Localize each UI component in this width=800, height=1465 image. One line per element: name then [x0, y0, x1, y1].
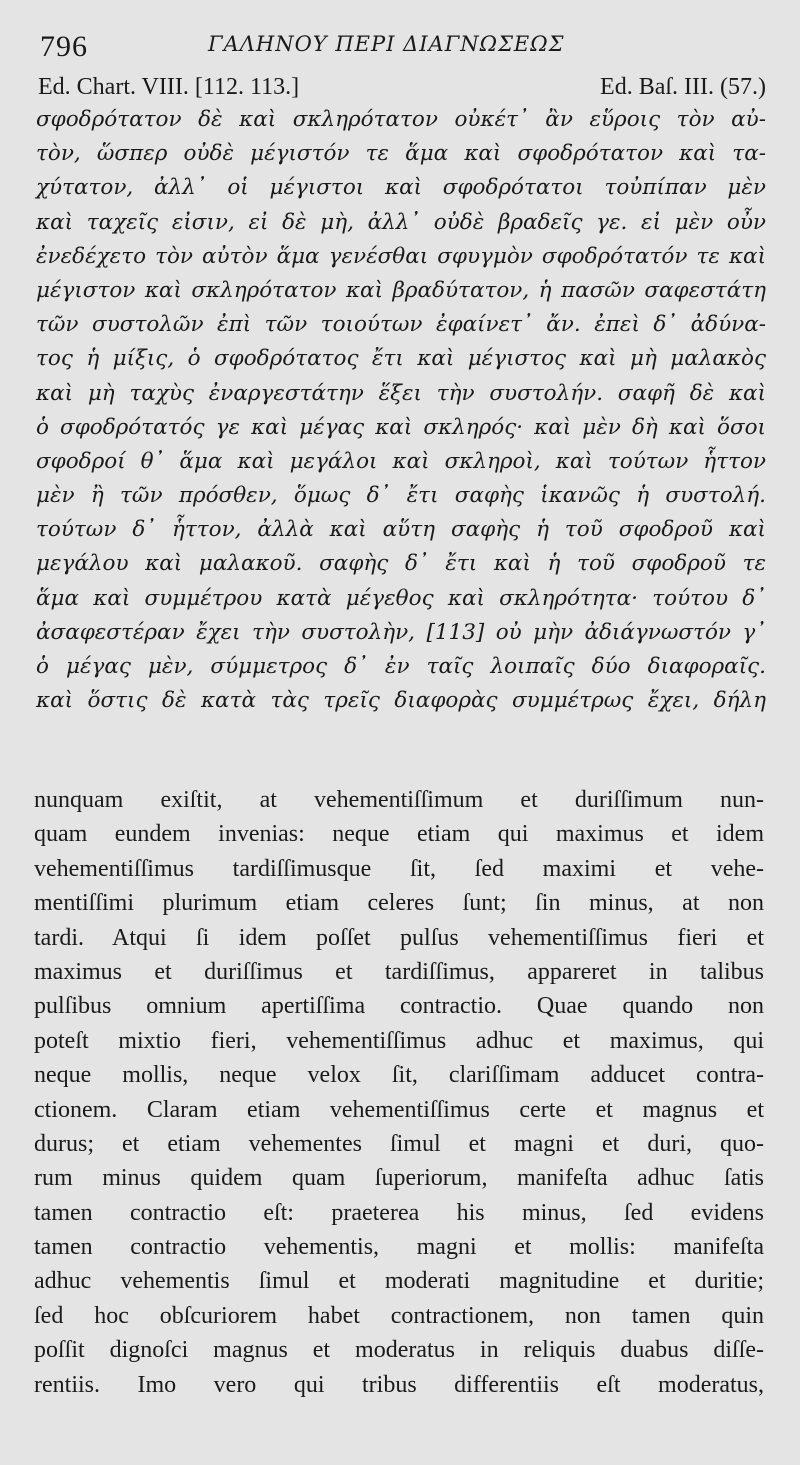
- page-number: 796: [40, 30, 88, 63]
- latin-text-line: nunquam exiſtit, at vehementiſſimum et duriſſimum nun-: [34, 787, 764, 813]
- greek-text-block: [36, 103, 766, 718]
- latin-text-line: rentiis. Imo vero qui tribus differentiis eſt moderatus,: [34, 1371, 764, 1398]
- greek-text-line: καὶ ταχεῖς εἰσιν, εἰ δὲ μὴ, ἀλλ᾽ οὐδὲ βραδεῖς γε. εἰ μὲν οὖν: [36, 209, 766, 235]
- edition-chartier-reference: Ed. Chart. VIII. [112. 113.]: [38, 74, 300, 100]
- latin-text-line: adhuc vehementis ſimul et moderati magnitudine et duritie;: [34, 1268, 764, 1295]
- running-head: [36, 22, 766, 62]
- latin-text-line: ſed hoc obſcuriorem habet contractionem, non tamen quin: [34, 1302, 764, 1329]
- latin-text-line: poſſit dignoſci magnus et moderatus in reliquis duabus diſſe-: [34, 1337, 764, 1364]
- latin-text-line: tardi. Atqui ſi idem poſſet pulſus vehementiſſimus fieri et: [34, 924, 764, 951]
- greek-text-line: ὁ σφοδρότατός γε καὶ μέγας καὶ σκληρός· καὶ μὲν δὴ καὶ ὅσοι: [36, 414, 766, 440]
- greek-text-line: καὶ μὴ ταχὺς ἐναργεστάτην ἕξει τὴν συστολήν. σαφῆ δὲ καὶ: [36, 380, 766, 406]
- greek-text-line: τῶν συστολῶν ἐπὶ τῶν τοιούτων ἐφαίνετ᾽ ἄν. ἐπεὶ δ᾽ ἀδύνα-: [36, 312, 766, 338]
- greek-text-line: τὸν, ὥσπερ οὐδὲ μέγιστόν τε ἅμα καὶ σφοδρότατον καὶ τα-: [36, 141, 766, 167]
- latin-text-line: pulſibus omnium apertiſſima contractio. Quae quando non: [34, 993, 764, 1020]
- greek-text-line: τος ἡ μίξις, ὁ σφοδρότατος ἔτι καὶ μέγιστος καὶ μὴ μαλακὸς: [36, 346, 766, 372]
- greek-text-line: τούτων δ᾽ ἧττον, ἀλλὰ καὶ αὕτη σαφὴς ἡ τοῦ σφοδροῦ καὶ: [36, 517, 766, 543]
- edition-references: [38, 74, 766, 104]
- greek-text-line: μὲν ἢ τῶν πρόσθεν, ὅμως δ᾽ ἔτι σαφὴς ἱκανῶς ἡ συστολή.: [36, 483, 766, 509]
- greek-text-line: ὁ μέγας μὲν, σύμμετρος δ᾽ ἐν ταῖς λοιπαῖς δύο διαφοραῖς.: [36, 654, 766, 679]
- latin-text-line: quam eundem invenias: neque etiam qui maximus et idem: [34, 821, 764, 848]
- greek-text-line: ἐνεδέχετο τὸν αὐτὸν ἅμα γενέσθαι σφυγμὸν σφοδρότατόν τε καὶ: [36, 243, 766, 269]
- latin-text-line: durus; et etiam vehementes ſimul et magni et duri, quo-: [34, 1130, 764, 1157]
- edition-basel-reference: Ed. Baſ. III. (57.): [600, 74, 766, 100]
- latin-text-line: rum minus quidem quam ſuperiorum, manifeſta adhuc ſatis: [34, 1165, 764, 1192]
- greek-text-line: σφοδρότατον δὲ καὶ σκληρότατον οὐκέτ᾽ ἂν εὕροις τὸν αὐ-: [36, 107, 766, 132]
- greek-text-line: ἅμα καὶ συμμέτρου κατὰ μέγεθος καὶ σκληρότητα· τούτου δ᾽: [36, 585, 766, 611]
- latin-text-block: [34, 783, 764, 1402]
- latin-text-line: ctionem. Claram etiam vehementiſſimus certe et magnus et: [34, 1096, 764, 1123]
- latin-text-line: maximus et duriſſimus et tardiſſimus, appareret in talibus: [34, 958, 764, 985]
- latin-text-line: mentiſſimi plurimum etiam celeres ſunt; ſin minus, at non: [34, 890, 764, 917]
- greek-text-line: μέγιστον καὶ σκληρότατον καὶ βραδύτατον, ἡ πασῶν σαφεστάτη: [36, 277, 766, 303]
- latin-text-line: neque mollis, neque velox ſit, clariſſimam adducet contra-: [34, 1062, 764, 1089]
- running-title: ΓΑΛΗΝΟΥ ΠΕΡΙ ΔΙΑΓΝΩΣΕΩΣ: [208, 32, 565, 56]
- latin-text-line: tamen contractio eſt: praeterea his minus, ſed evidens: [34, 1199, 764, 1226]
- latin-text-line: vehementiſſimus tardiſſimusque ſit, ſed maximi et vehe-: [34, 855, 764, 882]
- greek-text-line: χύτατον, ἀλλ᾽ οἱ μέγιστοι καὶ σφοδρότατοι τοὐπίπαν μὲν: [36, 175, 766, 201]
- greek-text-line: ἀσαφεστέραν ἔχει τὴν συστολὴν, [113] οὐ μὴν ἀδιάγνωστόν γ᾽: [36, 619, 766, 645]
- greek-text-line: σφοδροί θ᾽ ἅμα καὶ μεγάλοι καὶ σκληροὶ, καὶ τούτων ἧττον: [36, 448, 766, 474]
- latin-text-line: poteſt mixtio fieri, vehementiſſimus adhuc et maximus, qui: [34, 1027, 764, 1054]
- greek-text-line: μεγάλου καὶ μαλακοῦ. σαφὴς δ᾽ ἔτι καὶ ἡ τοῦ σφοδροῦ τε: [36, 551, 766, 577]
- greek-text-line: καὶ ὅστις δὲ κατὰ τὰς τρεῖς διαφορὰς συμμέτρως ἔχει, δήλη: [36, 688, 766, 714]
- latin-text-line: tamen contractio vehementis, magni et mollis: manifeſta: [34, 1234, 764, 1261]
